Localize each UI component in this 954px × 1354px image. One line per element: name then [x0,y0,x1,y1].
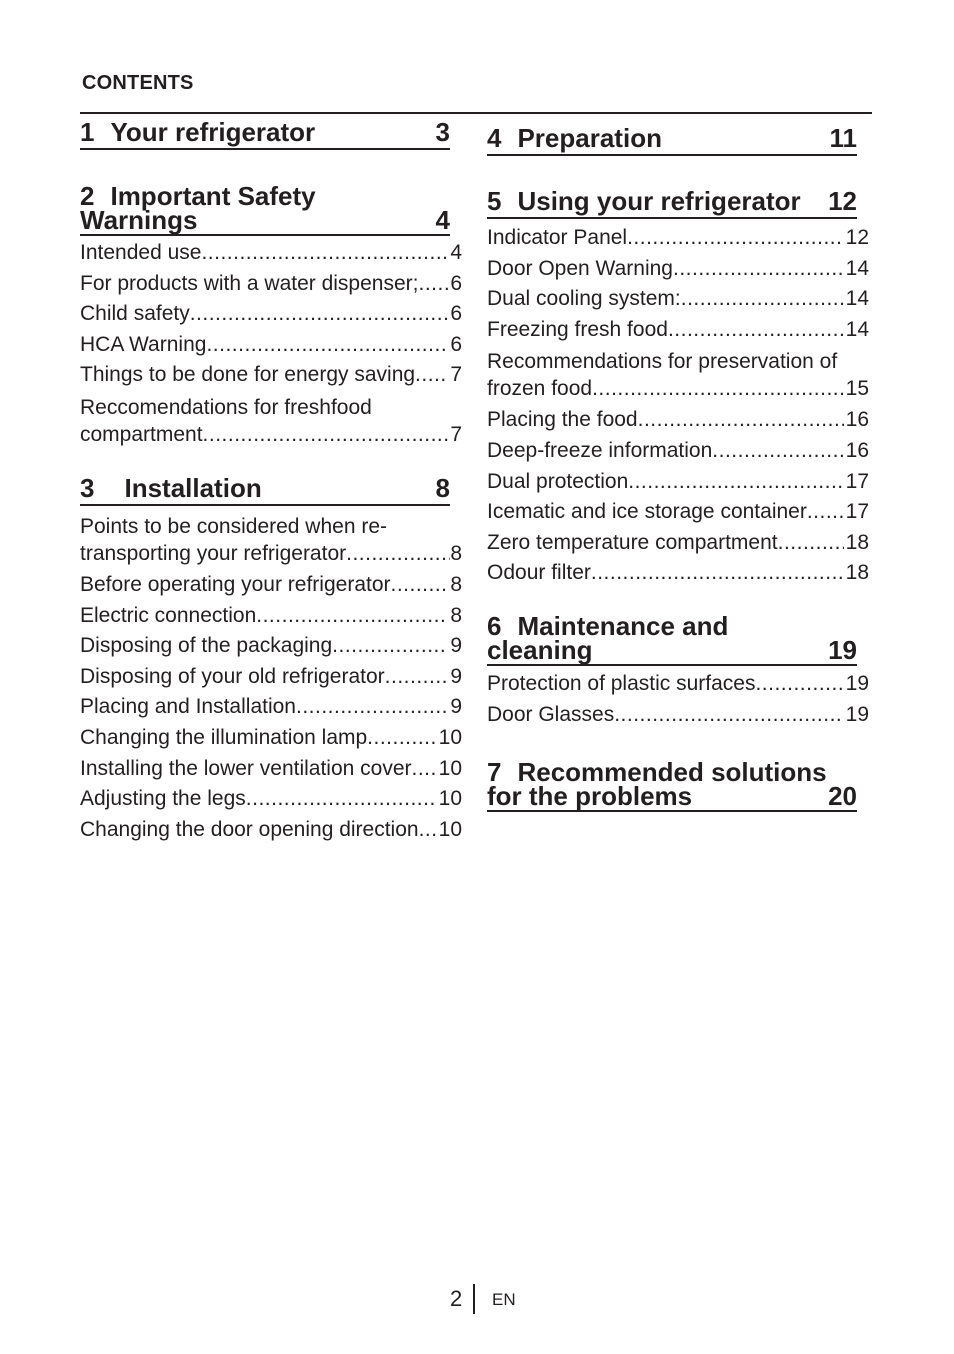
toc-entry[interactable]: Things to be done for energy saving ..... 7 [80,360,462,391]
section-page: 12 [828,186,857,216]
toc-entry[interactable]: Child safety ..... 6 [80,299,462,330]
section-title-line2: for the problems [487,781,693,811]
section-title: Your refrigerator [110,117,316,147]
section-page: 20 [828,781,857,811]
section-number: 5 [487,186,502,216]
toc-entries-s3 [80,510,462,845]
toc-entry[interactable]: Icematic and ice storage container ..... 17 [487,497,869,528]
toc-entry[interactable]: Changing the door opening direction ..... 10 [80,815,462,846]
footer-divider [473,1284,475,1314]
section-title-line2: Warnings [80,205,198,235]
toc-entry[interactable]: Installing the lower ventilation cover ..... 10 [80,754,462,785]
section-heading-5[interactable] [487,186,857,219]
toc-entry[interactable]: Odour filter ..... 18 [487,558,869,589]
section-number: 7 [487,757,502,787]
section-title-line1: Important Safety [110,181,316,211]
toc-entry[interactable]: Before operating your refrigerator ..... 8 [80,570,462,601]
toc-entry[interactable]: Recommendations for preservation of frozen food ..... 15 [487,348,869,402]
section-title: Preparation [517,123,662,153]
toc-entry[interactable]: HCA Warning ..... 6 [80,330,462,361]
toc-entry[interactable]: Placing the food ..... 16 [487,405,869,436]
toc-entry[interactable]: Protection of plastic surfaces ..... 19 [487,669,869,700]
contents-heading: CONTENTS [82,72,194,94]
toc-entries-s2 [80,238,462,451]
section-title-line1: Recommended solutions [517,757,827,787]
section-number: 6 [487,611,502,641]
section-number: 2 [80,181,95,211]
toc-entry[interactable]: Freezing fresh food ..... 14 [487,315,869,346]
toc-entry[interactable]: Dual protection ..... 17 [487,467,869,498]
section-heading-6[interactable] [487,611,857,666]
section-page: 11 [829,123,857,153]
section-title: Installation [124,473,262,503]
section-page: 3 [435,117,450,147]
toc-entry[interactable]: Placing and Installation ..... 9 [80,692,462,723]
toc-entry[interactable]: Indicator Panel ..... 12 [487,223,869,254]
toc-entry[interactable]: Electric connection ..... 8 [80,601,462,632]
section-heading-4[interactable] [487,123,857,156]
toc-entry[interactable]: Intended use ..... 4 [80,238,462,269]
toc-entry[interactable]: Dual cooling system: ..... 14 [487,284,869,315]
toc-entries-s5 [487,223,869,589]
section-number: 1 [80,117,95,147]
toc-entry[interactable]: Disposing of your old refrigerator ..... 9 [80,662,462,693]
section-page: 19 [828,635,857,665]
toc-entry[interactable]: For products with a water dispenser; ..... 6 [80,269,462,300]
toc-entry[interactable]: Door Open Warning ..... 14 [487,254,869,285]
section-heading-1[interactable] [80,117,450,150]
toc-entry[interactable]: Adjusting the legs ..... 10 [80,784,462,815]
toc-entry[interactable]: Changing the illumination lamp ..... 10 [80,723,462,754]
section-number: 4 [487,123,502,153]
section-number: 3 [80,473,95,503]
section-page: 8 [435,473,450,503]
section-heading-3[interactable] [80,473,450,506]
toc-entries-s6 [487,669,869,730]
section-title: Using your refrigerator [517,186,801,216]
footer-language: EN [492,1290,516,1309]
section-page: 4 [435,205,450,235]
top-rule [80,112,872,114]
section-heading-7[interactable] [487,757,857,812]
toc-entry[interactable]: Door Glasses ..... 19 [487,700,869,731]
toc-entry[interactable]: Deep-freeze information ..... 16 [487,436,869,467]
toc-entry[interactable]: Zero temperature compartment ..... 18 [487,528,869,559]
toc-entry[interactable]: Disposing of the packaging ..... 9 [80,631,462,662]
section-heading-2[interactable] [80,181,450,236]
section-title-line2: cleaning [487,635,593,665]
toc-entry[interactable]: Points to be considered when re- transporting your refrigerator ..... 8 [80,513,462,567]
section-title-line1: Maintenance and [517,611,729,641]
footer-page-number: 2 [450,1286,463,1311]
toc-entry[interactable]: Reccomendations for freshfood compartment ..... 7 [80,394,462,448]
